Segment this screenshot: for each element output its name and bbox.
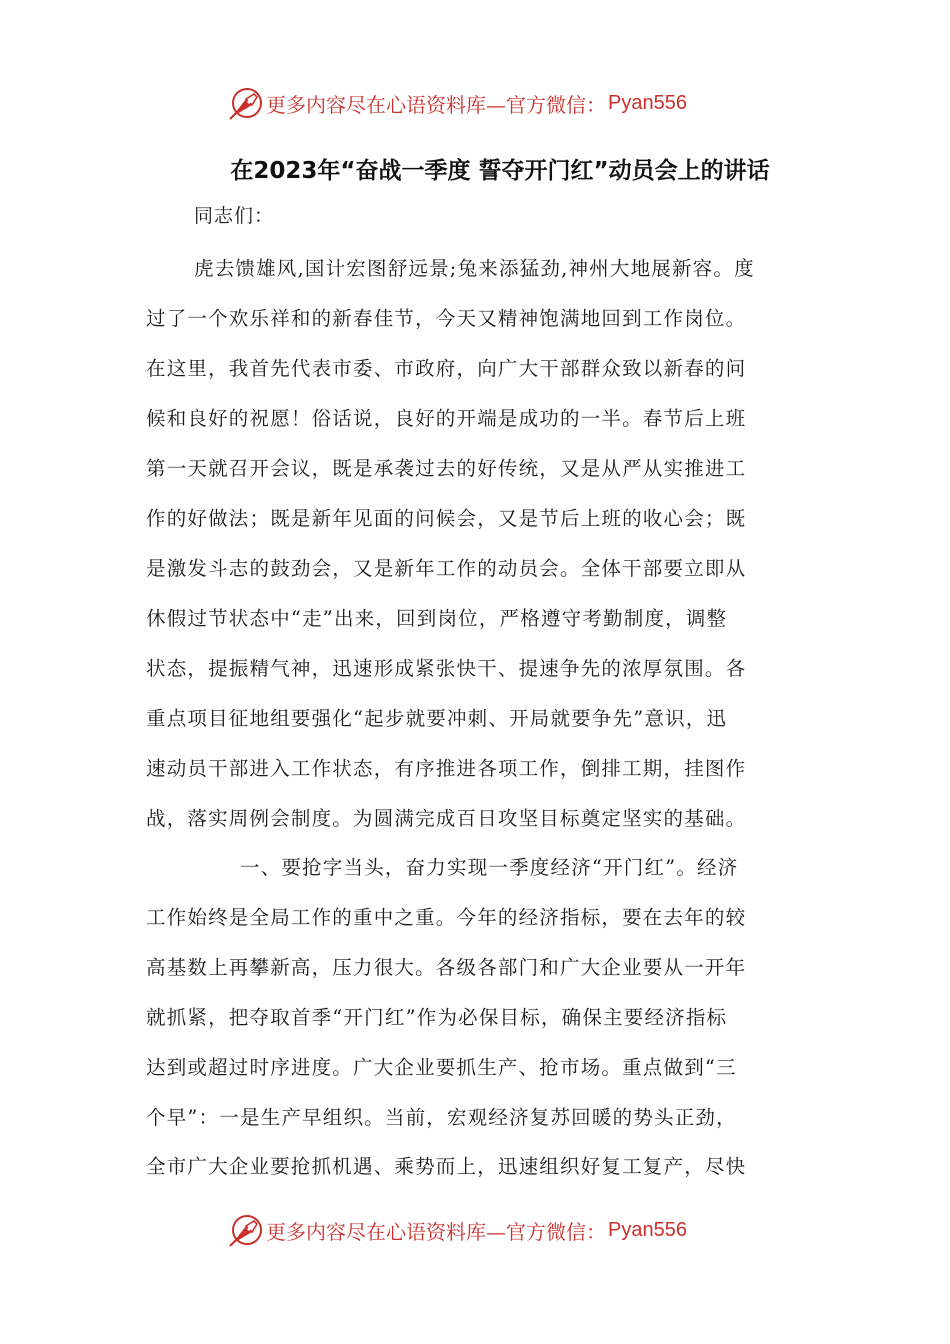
watermark-footer bbox=[228, 1213, 687, 1247]
pen-nib-logo-icon bbox=[228, 86, 264, 120]
body-line: 候和良好的祝愿！俗话说，良好的开端是成功的一半。春节后上班 bbox=[146, 407, 747, 430]
body-line: 工作始终是全局工作的重中之重。今年的经济指标，要在去年的较 bbox=[146, 906, 747, 929]
section-heading-line: 一、要抢字当头，奋力实现一季度经济“开门红”。经济 bbox=[240, 856, 739, 879]
body-line: 达到或超过时序进度。广大企业要抓生产、抢市场。重点做到“三 bbox=[146, 1056, 737, 1079]
body-line: 战，落实周例会制度。为圆满完成百日攻坚目标奠定坚实的基础。 bbox=[146, 807, 747, 830]
body-line: 作的好做法；既是新年见面的问候会，又是节后上班的收心会；既 bbox=[146, 507, 747, 530]
pen-nib-logo-icon bbox=[228, 1213, 264, 1247]
body-line: 过了一个欢乐祥和的新春佳节，今天又精神饱满地回到工作岗位。 bbox=[146, 307, 747, 330]
body-line: 高基数上再攀新高，压力很大。各级各部门和广大企业要从一开年 bbox=[146, 956, 747, 979]
body-line: 重点项目征地组要强化“起步就要冲刺、开局就要争先”意识，迅 bbox=[146, 707, 728, 730]
body-line: 第一天就召开会议，既是承袭过去的好传统，又是从严从实推进工 bbox=[146, 457, 747, 480]
body-line: 休假过节状态中“走”出来，回到岗位，严格遵守考勤制度，调整 bbox=[146, 607, 728, 630]
watermark-wechat-id: Pyan556 bbox=[608, 1218, 687, 1241]
body-line: 是激发斗志的鼓劲会，又是新年工作的动员会。全体干部要立即从 bbox=[146, 557, 747, 580]
document-title: 在2023年“奋战一季度 誓夺开门红”动员会上的讲话 bbox=[230, 158, 770, 184]
body-line: 状态，提振精气神，迅速形成紧张快干、提速争先的浓厚氛围。各 bbox=[146, 657, 747, 680]
watermark-text: 更多内容尽在心语资料库—官方微信： bbox=[266, 1219, 606, 1244]
watermark-header bbox=[228, 86, 687, 120]
body-line: 虎去馈雄风,国计宏图舒远景;兔来添猛劲,神州大地展新容。度 bbox=[194, 257, 755, 280]
salutation: 同志们： bbox=[194, 205, 275, 227]
body-line: 就抓紧，把夺取首季“开门红”作为必保目标，确保主要经济指标 bbox=[146, 1006, 728, 1029]
watermark-text: 更多内容尽在心语资料库—官方微信： bbox=[266, 92, 606, 117]
body-line: 全市广大企业要抢抓机遇、乘势而上，迅速组织好复工复产，尽快 bbox=[146, 1155, 747, 1178]
body-line: 个早”：一是生产早组织。当前，宏观经济复苏回暖的势头正劲， bbox=[146, 1106, 737, 1129]
body-line: 在这里，我首先代表市委、市政府，向广大干部群众致以新春的问 bbox=[146, 357, 747, 380]
watermark-wechat-id: Pyan556 bbox=[608, 91, 687, 114]
body-line: 速动员干部进入工作状态，有序推进各项工作，倒排工期，挂图作 bbox=[146, 757, 747, 780]
